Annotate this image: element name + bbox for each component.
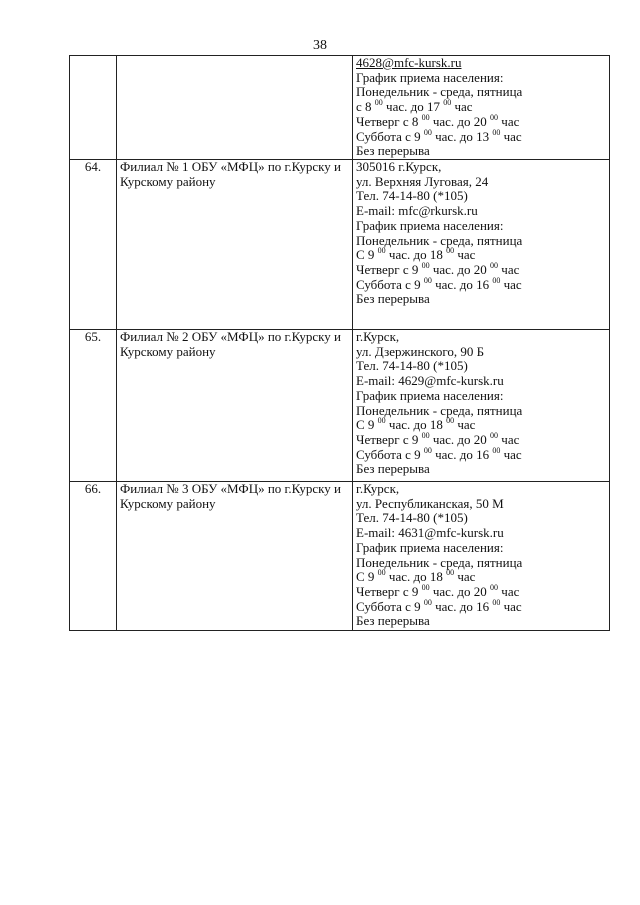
time-minutes-superscript: 00 xyxy=(490,582,499,592)
line-text: Суббота с 9 xyxy=(356,276,424,292)
contact-info-line xyxy=(356,614,606,629)
line-text: час. до 20 xyxy=(429,261,491,277)
contact-info-line xyxy=(356,248,606,263)
branch-name: Филиал № 2 ОБУ «МФЦ» по г.Курску и Курскому району xyxy=(120,329,341,359)
line-text: час. до 20 xyxy=(429,431,491,447)
time-minutes-superscript: 00 xyxy=(490,430,499,440)
line-text: час. до 18 xyxy=(385,247,447,263)
line-text: час xyxy=(500,446,522,462)
time-minutes-superscript: 00 xyxy=(421,430,430,440)
time-minutes-superscript: 00 xyxy=(423,127,432,137)
time-minutes-superscript: 00 xyxy=(490,112,499,122)
time-minutes-superscript: 00 xyxy=(423,275,432,285)
time-minutes-superscript: 00 xyxy=(492,127,501,137)
time-minutes-superscript: 00 xyxy=(446,246,455,256)
line-text: час. до 18 xyxy=(385,569,447,585)
line-text: Понедельник - среда, пятница xyxy=(356,84,523,100)
row-number-cell xyxy=(70,482,117,631)
line-text: час xyxy=(500,598,522,614)
line-text: Без перерыва xyxy=(356,613,430,629)
line-text: ул. Дзержинского, 90 Б xyxy=(356,343,485,359)
line-text: Без перерыва xyxy=(356,461,430,477)
row-number: 64. xyxy=(84,159,102,174)
line-text: час. до 13 xyxy=(431,128,493,144)
contact-info-line xyxy=(356,582,606,600)
line-text: Суббота с 9 xyxy=(356,598,424,614)
contact-info-line xyxy=(356,100,606,115)
branches-table xyxy=(69,55,610,631)
time-minutes-superscript: 00 xyxy=(421,112,430,122)
contact-info-line xyxy=(356,112,606,130)
line-text: С 9 xyxy=(356,569,378,585)
contact-info-line xyxy=(356,541,606,556)
branch-name-cell xyxy=(117,482,353,631)
contact-info-line xyxy=(356,445,606,463)
time-minutes-superscript: 00 xyxy=(490,260,499,270)
contact-info-cell xyxy=(353,56,610,160)
row-number-cell xyxy=(70,56,117,160)
line-text: Четверг с 9 xyxy=(356,583,422,599)
line-text: час. до 17 xyxy=(382,99,444,115)
line-text: График приема населения: xyxy=(356,217,504,233)
time-minutes-superscript: 00 xyxy=(374,98,383,108)
table-row xyxy=(70,160,610,330)
time-minutes-superscript: 00 xyxy=(377,246,386,256)
line-text: час xyxy=(498,261,520,277)
row-number: 66. xyxy=(84,481,102,496)
contact-info-line xyxy=(356,204,606,219)
line-text: час. до 20 xyxy=(429,113,491,129)
contact-info-line xyxy=(356,345,606,360)
line-text: E-mail: 4629@mfc-kursk.ru xyxy=(356,373,504,389)
contact-info-line xyxy=(356,85,606,100)
contact-info-line xyxy=(356,389,606,404)
time-minutes-superscript: 00 xyxy=(446,568,455,578)
line-text: С 9 xyxy=(356,247,378,263)
line-text: час xyxy=(498,583,520,599)
contact-info-line xyxy=(356,404,606,419)
contact-info-line xyxy=(356,526,606,541)
contact-info-cell xyxy=(353,482,610,631)
time-minutes-superscript: 00 xyxy=(421,582,430,592)
line-text: Четверг с 9 xyxy=(356,431,422,447)
line-text: час xyxy=(498,113,520,129)
line-text: г.Курск, xyxy=(356,329,400,344)
line-text: Тел. 74-14-80 (*105) xyxy=(356,188,468,204)
contact-info-line xyxy=(356,430,606,448)
contact-info-line xyxy=(356,462,606,477)
line-text: E-mail: mfc@rkursk.ru xyxy=(356,203,478,219)
line-text: час xyxy=(454,417,476,433)
contact-info-line xyxy=(356,597,606,615)
line-text: час. до 16 xyxy=(431,446,493,462)
line-text: час. до 20 xyxy=(429,583,491,599)
line-text: час. до 18 xyxy=(385,417,447,433)
line-text: час xyxy=(451,99,473,115)
line-text: Суббота с 9 xyxy=(356,446,424,462)
line-text: График приема населения: xyxy=(356,69,504,85)
contact-info-line xyxy=(356,160,606,175)
time-minutes-superscript: 00 xyxy=(443,98,452,108)
time-minutes-superscript: 00 xyxy=(377,416,386,426)
contact-info-line xyxy=(356,144,606,159)
time-minutes-superscript: 00 xyxy=(421,260,430,270)
line-text: час xyxy=(500,276,522,292)
line-text: ул. Республиканская, 50 М xyxy=(356,495,504,511)
contact-info-line xyxy=(356,175,606,190)
contact-info-line xyxy=(356,359,606,374)
line-text: час xyxy=(498,431,520,447)
time-minutes-superscript: 00 xyxy=(377,568,386,578)
line-text: час. до 16 xyxy=(431,598,493,614)
contact-info-line xyxy=(356,234,606,249)
branch-name-cell xyxy=(117,56,353,160)
table-row xyxy=(70,482,610,631)
line-text: Без перерыва xyxy=(356,291,430,307)
row-number: 65. xyxy=(84,329,102,344)
line-text: Понедельник - среда, пятница xyxy=(356,402,523,418)
line-text: График приема населения: xyxy=(356,387,504,403)
line-text: Тел. 74-14-80 (*105) xyxy=(356,358,468,374)
line-text: час. до 16 xyxy=(431,276,493,292)
line-text: График приема населения: xyxy=(356,539,504,555)
contact-info-line xyxy=(356,292,606,307)
contact-info-line xyxy=(356,71,606,86)
line-text: Четверг с 8 xyxy=(356,113,422,129)
time-minutes-superscript: 00 xyxy=(492,597,501,607)
line-text: E-mail: 4631@mfc-kursk.ru xyxy=(356,525,504,541)
line-text: час xyxy=(454,569,476,585)
line-text: Без перерыва xyxy=(356,143,430,159)
line-text: час xyxy=(500,128,522,144)
line-text: с 8 xyxy=(356,99,375,115)
line-text: г.Курск, xyxy=(356,481,400,496)
contact-info-line xyxy=(356,570,606,585)
branch-name: Филиал № 3 ОБУ «МФЦ» по г.Курску и Курскому району xyxy=(120,481,341,511)
branch-name-cell xyxy=(117,160,353,330)
line-text: С 9 xyxy=(356,417,378,433)
table-row xyxy=(70,56,610,160)
time-minutes-superscript: 00 xyxy=(423,445,432,455)
contact-info-line xyxy=(356,260,606,278)
contact-info-line xyxy=(356,556,606,571)
line-text: 305016 г.Курск, xyxy=(356,159,442,174)
line-text: Понедельник - среда, пятница xyxy=(356,554,523,570)
branch-name-cell xyxy=(117,330,353,482)
contact-info-cell xyxy=(353,330,610,482)
contact-info-line xyxy=(356,219,606,234)
contact-info-line xyxy=(356,127,606,145)
line-text: 4628@mfc-kursk.ru xyxy=(356,55,462,70)
contact-info-line xyxy=(356,418,606,433)
contact-info-line xyxy=(356,275,606,293)
table-body xyxy=(70,56,610,631)
page-number: 38 xyxy=(313,38,327,53)
contact-info-line xyxy=(356,330,606,345)
time-minutes-superscript: 00 xyxy=(423,597,432,607)
contact-info-line xyxy=(356,482,606,497)
line-text: ул. Верхняя Луговая, 24 xyxy=(356,173,489,189)
contact-info-line xyxy=(356,497,606,512)
branch-name: Филиал № 1 ОБУ «МФЦ» по г.Курску и Курскому району xyxy=(120,159,341,189)
table-row xyxy=(70,330,610,482)
contact-info-line xyxy=(356,374,606,389)
row-number-cell xyxy=(70,160,117,330)
contact-info-line xyxy=(356,511,606,526)
line-text: час xyxy=(454,247,476,263)
time-minutes-superscript: 00 xyxy=(446,416,455,426)
contact-info-cell xyxy=(353,160,610,330)
line-text: Тел. 74-14-80 (*105) xyxy=(356,510,468,526)
contact-info-line xyxy=(356,189,606,204)
line-text: Четверг с 9 xyxy=(356,261,422,277)
row-number-cell xyxy=(70,330,117,482)
line-text: Понедельник - среда, пятница xyxy=(356,232,523,248)
time-minutes-superscript: 00 xyxy=(492,445,501,455)
time-minutes-superscript: 00 xyxy=(492,275,501,285)
contact-info-line xyxy=(356,56,606,71)
line-text: Суббота с 9 xyxy=(356,128,424,144)
